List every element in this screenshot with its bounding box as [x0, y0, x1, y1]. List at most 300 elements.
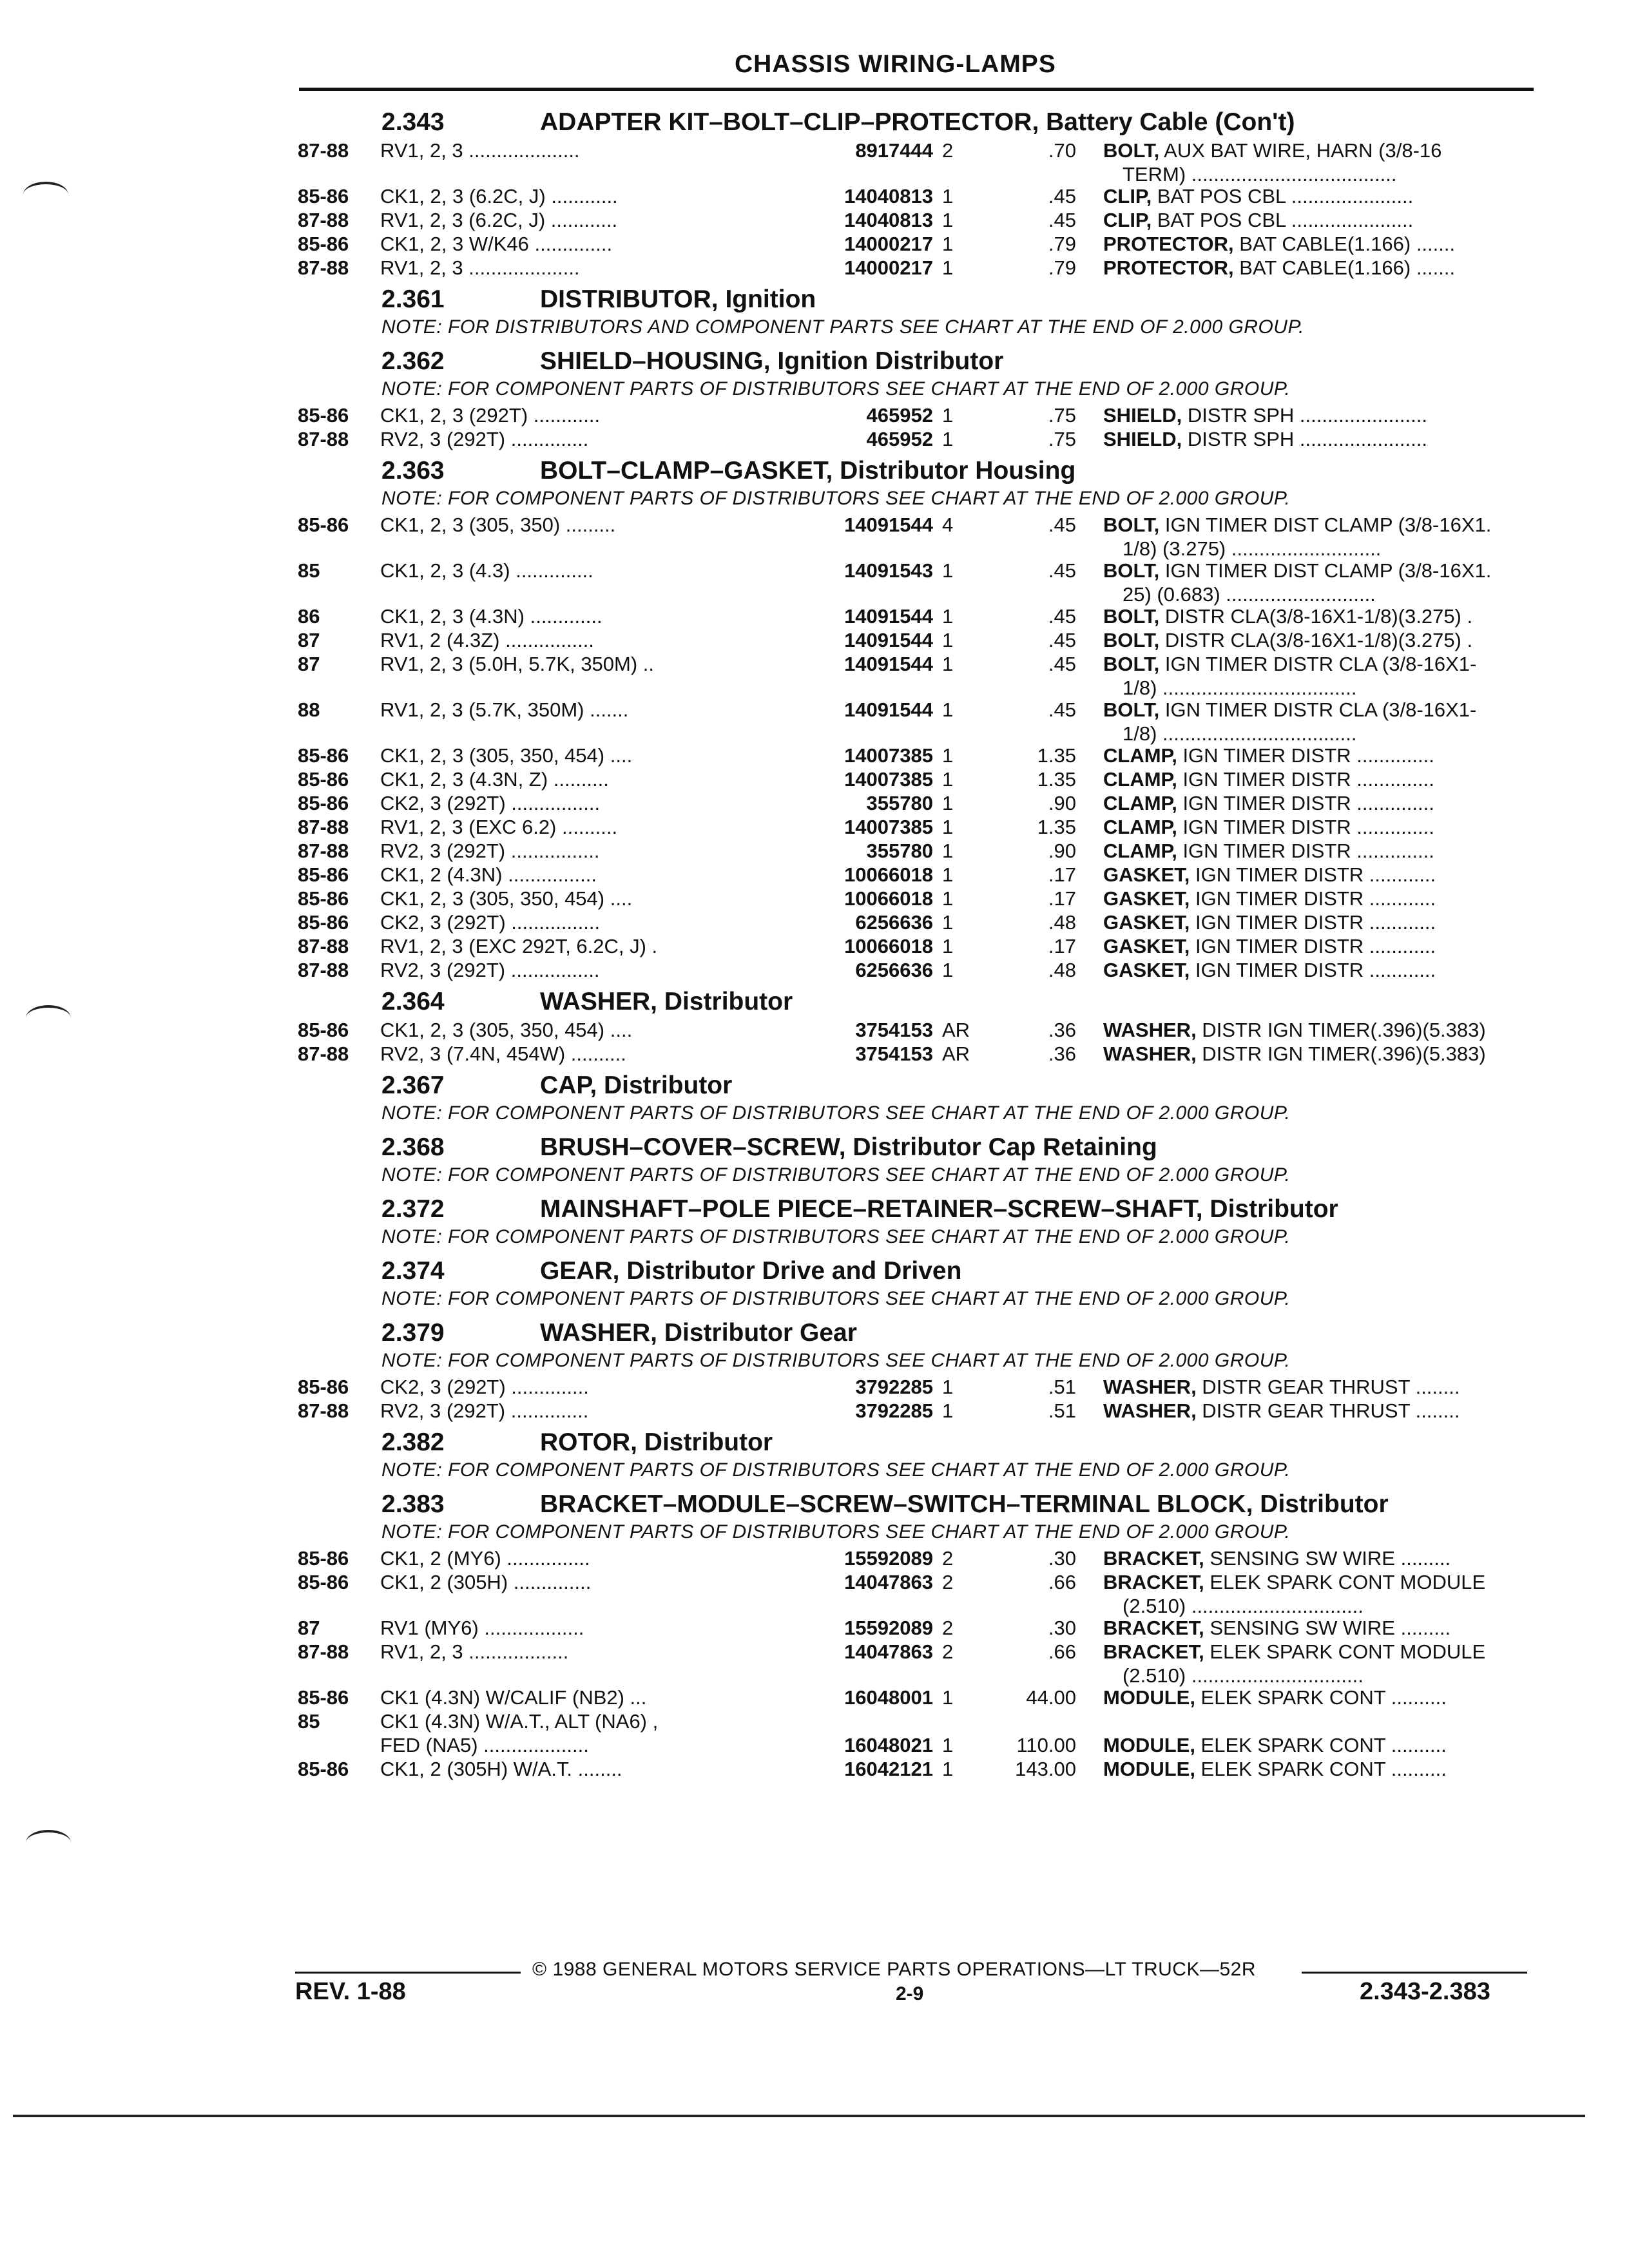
part-name: WASHER,: [1103, 1043, 1197, 1065]
part-description: [1103, 911, 1541, 934]
part-name: GASKET,: [1103, 959, 1190, 981]
price: .51: [1048, 1376, 1076, 1398]
section-note: NOTE: FOR COMPONENT PARTS OF DISTRIBUTORS SEE CHART AT THE END OF 2.000 GROUP.: [381, 378, 1291, 399]
part-number: 14000217: [844, 256, 933, 279]
application: CK1, 2, 3 (4.3) ..............: [380, 559, 593, 582]
application: CK2, 3 (292T) ..............: [380, 1376, 589, 1398]
part-name: BOLT,: [1103, 653, 1160, 675]
part-description: [1103, 605, 1541, 628]
binder-hole-mark: [26, 1005, 71, 1031]
part-row: [298, 1734, 1535, 1758]
application: CK1 (4.3N) W/CALIF (NB2) ...: [380, 1686, 647, 1709]
part-row: [298, 1043, 1535, 1066]
application: CK2, 3 (292T) ................: [380, 792, 601, 814]
part-number: 14007385: [844, 744, 933, 767]
part-name: BRACKET,: [1103, 1617, 1204, 1639]
model-years: 85-86: [298, 233, 349, 255]
part-row: [298, 629, 1535, 653]
part-description: [1103, 1376, 1541, 1399]
part-description: [1103, 139, 1541, 162]
part-description: [1103, 887, 1541, 910]
part-name: GASKET,: [1103, 887, 1190, 910]
part-description: [1103, 629, 1541, 652]
application: CK1, 2, 3 (305, 350, 454) ....: [380, 887, 633, 910]
part-row: [298, 887, 1535, 911]
section-note: NOTE: FOR COMPONENT PARTS OF DISTRIBUTORS SEE CHART AT THE END OF 2.000 GROUP.: [381, 1350, 1291, 1371]
part-name: CLIP,: [1103, 185, 1152, 207]
part-name: GASKET,: [1103, 863, 1190, 886]
application: RV2, 3 (292T) ..............: [380, 1399, 589, 1422]
section-title: DISTRIBUTOR, Ignition: [540, 285, 816, 313]
part-number: 3754153: [855, 1019, 933, 1041]
part-detail: DISTR CLA(3/8-16X1-1/8)(3.275) .: [1159, 605, 1473, 628]
part-detail: DISTR GEAR THRUST ........: [1196, 1376, 1460, 1398]
price: .79: [1048, 256, 1076, 279]
part-detail: BAT CABLE(1.166) .......: [1233, 256, 1456, 279]
model-years: 85-86: [298, 185, 349, 207]
quantity: 2: [942, 139, 954, 162]
page-header: CHASSIS WIRING-LAMPS: [735, 50, 1056, 78]
quantity: 1: [942, 1376, 954, 1398]
part-number: 15592089: [844, 1617, 933, 1639]
part-detail: BAT POS CBL ......................: [1152, 185, 1414, 207]
part-description: [1103, 1734, 1541, 1757]
description-continuation: [298, 677, 1535, 698]
part-detail: ELEK SPARK CONT ..........: [1195, 1758, 1447, 1780]
part-row: [298, 816, 1535, 840]
part-description: [1103, 209, 1541, 232]
section-note: NOTE: FOR COMPONENT PARTS OF DISTRIBUTORS SEE CHART AT THE END OF 2.000 GROUP.: [381, 1288, 1291, 1309]
price: .66: [1048, 1640, 1076, 1663]
model-years: 87: [298, 1617, 320, 1639]
part-detail: DISTR GEAR THRUST ........: [1196, 1399, 1460, 1422]
part-detail: ELEK SPARK CONT ..........: [1195, 1734, 1447, 1756]
part-row: [298, 840, 1535, 863]
model-years: 87-88: [298, 816, 349, 838]
model-years: 86: [298, 605, 320, 628]
part-name: CLAMP,: [1103, 840, 1177, 862]
part-number: 14091544: [844, 629, 933, 651]
page-number: 2-9: [896, 1983, 924, 2004]
part-row: [298, 1019, 1535, 1043]
section-title: WASHER, Distributor Gear: [540, 1319, 857, 1347]
price: .90: [1048, 840, 1076, 862]
model-years: 87-88: [298, 840, 349, 862]
part-number: 6256636: [855, 959, 933, 981]
model-years: 85-86: [298, 792, 349, 814]
part-detail: IGN TIMER DIST CLAMP (3/8-16X1.: [1159, 514, 1492, 536]
section-number: 2.372: [381, 1195, 445, 1223]
part-row: [298, 139, 1535, 163]
description-continuation: [298, 1595, 1535, 1617]
part-number: 14091544: [844, 605, 933, 628]
part-description: [1103, 256, 1541, 280]
model-years: 85-86: [298, 744, 349, 767]
part-name: MODULE,: [1103, 1758, 1195, 1780]
model-years: 85-86: [298, 887, 349, 910]
part-row: [298, 514, 1535, 537]
part-detail: SENSING SW WIRE .........: [1204, 1617, 1451, 1639]
part-name: BRACKET,: [1103, 1547, 1204, 1570]
part-name: CLAMP,: [1103, 768, 1177, 791]
price: .48: [1048, 911, 1076, 934]
section-note: NOTE: FOR COMPONENT PARTS OF DISTRIBUTORS SEE CHART AT THE END OF 2.000 GROUP.: [381, 1521, 1291, 1542]
part-detail: IGN TIMER DISTR ............: [1190, 959, 1436, 981]
part-detail: ELEK SPARK CONT MODULE: [1204, 1571, 1486, 1593]
part-detail: IGN TIMER DISTR ..............: [1177, 840, 1434, 862]
model-years: 85-86: [298, 768, 349, 791]
part-row: [298, 698, 1535, 722]
part-name: SHIELD,: [1103, 404, 1182, 427]
section-heading: [298, 1485, 1535, 1521]
part-number: 14007385: [844, 768, 933, 791]
price: .66: [1048, 1571, 1076, 1593]
price: 1.35: [1037, 816, 1076, 838]
application: CK1, 2, 3 (292T) ............: [380, 404, 601, 427]
application: RV1, 2, 3 ....................: [380, 256, 580, 279]
part-row: [298, 911, 1535, 935]
quantity: 1: [942, 1686, 954, 1709]
description-continuation: [298, 1664, 1535, 1686]
price: .75: [1048, 404, 1076, 427]
model-years: 85: [298, 1710, 320, 1733]
part-number: 16048021: [844, 1734, 933, 1756]
part-description: [1103, 404, 1541, 427]
section-note: NOTE: FOR COMPONENT PARTS OF DISTRIBUTORS SEE CHART AT THE END OF 2.000 GROUP.: [381, 1226, 1291, 1247]
part-number: 14091543: [844, 559, 933, 582]
part-detail: IGN TIMER DISTR ..............: [1177, 768, 1434, 791]
part-number: 8917444: [855, 139, 933, 162]
part-row: [298, 428, 1535, 452]
part-row: [298, 1686, 1535, 1710]
model-years: 87-88: [298, 1043, 349, 1065]
part-detail: ELEK SPARK CONT MODULE: [1204, 1640, 1486, 1663]
part-description: [1103, 428, 1541, 451]
part-name: CLAMP,: [1103, 792, 1177, 814]
model-years: 87: [298, 653, 320, 675]
part-name: PROTECTOR,: [1103, 233, 1234, 255]
continuation-text: 1/8) (3.275) ...........................: [1123, 537, 1382, 560]
quantity: 1: [942, 698, 954, 721]
price: .45: [1048, 209, 1076, 231]
part-number: 10066018: [844, 887, 933, 910]
part-row: [298, 1617, 1535, 1640]
part-row: [298, 653, 1535, 677]
application: CK2, 3 (292T) ................: [380, 911, 601, 934]
part-detail: IGN TIMER DISTR ............: [1190, 911, 1436, 934]
application: CK1, 2, 3 W/K46 ..............: [380, 233, 613, 255]
part-number: 10066018: [844, 935, 933, 957]
part-number: 14047863: [844, 1571, 933, 1593]
section-title: GEAR, Distributor Drive and Driven: [540, 1257, 962, 1285]
application: FED (NA5) ...................: [380, 1734, 589, 1756]
continuation-text: 1/8) ...................................: [1123, 677, 1357, 699]
continuation-text: (2.510) ...............................: [1123, 1595, 1364, 1617]
model-years: 87-88: [298, 209, 349, 231]
model-years: 85-86: [298, 911, 349, 934]
part-name: SHIELD,: [1103, 428, 1182, 450]
part-description: [1103, 1686, 1541, 1709]
revision-label: REV. 1-88: [295, 1978, 406, 2005]
price: .45: [1048, 514, 1076, 536]
part-detail: IGN TIMER DISTR ............: [1190, 863, 1436, 886]
price: .45: [1048, 185, 1076, 207]
section-number: 2.361: [381, 285, 445, 313]
part-name: BOLT,: [1103, 605, 1160, 628]
price: .70: [1048, 139, 1076, 162]
parts-listing: [298, 103, 1535, 1782]
part-description: [1103, 1640, 1541, 1664]
section-title: MAINSHAFT–POLE PIECE–RETAINER–SCREW–SHAFT, Distributor: [540, 1195, 1338, 1223]
section-title: ROTOR, Distributor: [540, 1428, 773, 1456]
application: RV1, 2 (4.3Z) ................: [380, 629, 594, 651]
section-title: WASHER, Distributor: [540, 988, 793, 1015]
part-detail: BAT CABLE(1.166) .......: [1233, 233, 1456, 255]
part-description: [1103, 559, 1541, 582]
part-row: [298, 1547, 1535, 1571]
section-heading: [298, 452, 1535, 488]
price: .36: [1048, 1019, 1076, 1041]
part-name: GASKET,: [1103, 911, 1190, 934]
continuation-text: 25) (0.683) ...........................: [1123, 583, 1376, 606]
part-name: BOLT,: [1103, 559, 1160, 582]
part-name: WASHER,: [1103, 1376, 1197, 1398]
section-number: 2.364: [381, 988, 445, 1015]
price: .48: [1048, 959, 1076, 981]
application: RV2, 3 (292T) ................: [380, 959, 600, 981]
part-description: [1103, 935, 1541, 958]
section-title: BRACKET–MODULE–SCREW–SWITCH–TERMINAL BLOCK, Distributor: [540, 1490, 1389, 1518]
part-name: BOLT,: [1103, 139, 1160, 162]
part-description: [1103, 792, 1541, 815]
part-number: 465952: [866, 428, 933, 450]
application: CK1, 2, 3 (4.3N, Z) ..........: [380, 768, 609, 791]
model-years: 85-86: [298, 863, 349, 886]
part-detail: ELEK SPARK CONT ..........: [1195, 1686, 1447, 1709]
quantity: 1: [942, 653, 954, 675]
part-number: 14040813: [844, 209, 933, 231]
part-number: 14040813: [844, 185, 933, 207]
part-number: 10066018: [844, 863, 933, 886]
part-detail: DISTR SPH .......................: [1182, 404, 1427, 427]
part-number: 465952: [866, 404, 933, 427]
part-number: 355780: [866, 792, 933, 814]
application: CK1, 2 (MY6) ...............: [380, 1547, 590, 1570]
part-row: [298, 1640, 1535, 1664]
part-name: MODULE,: [1103, 1734, 1195, 1756]
section-note: NOTE: FOR DISTRIBUTORS AND COMPONENT PARTS SEE CHART AT THE END OF 2.000 GROUP.: [381, 316, 1304, 338]
part-number: 14047863: [844, 1640, 933, 1663]
part-description: [1103, 1043, 1541, 1066]
quantity: 1: [942, 1758, 954, 1780]
page-edge-rule: [13, 2115, 1585, 2117]
part-row: [298, 1399, 1535, 1423]
continuation-text: TERM) .....................................: [1123, 163, 1397, 186]
part-row: [298, 935, 1535, 959]
model-years: 88: [298, 698, 320, 721]
part-description: [1103, 1399, 1541, 1423]
section-range: 2.343-2.383: [1360, 1978, 1490, 2005]
model-years: 85-86: [298, 1547, 349, 1570]
part-row: [298, 792, 1535, 816]
part-detail: DISTR IGN TIMER(.396)(5.383): [1196, 1043, 1486, 1065]
part-row: [298, 559, 1535, 583]
part-detail: DISTR CLA(3/8-16X1-1/8)(3.275) .: [1159, 629, 1473, 651]
section-note: NOTE: FOR COMPONENT PARTS OF DISTRIBUTORS SEE CHART AT THE END OF 2.000 GROUP.: [381, 1164, 1291, 1186]
quantity: 1: [942, 256, 954, 279]
quantity: 1: [942, 744, 954, 767]
part-description: [1103, 1617, 1541, 1640]
part-description: [1103, 1019, 1541, 1042]
application: CK1, 2 (305H) W/A.T. ........: [380, 1758, 622, 1780]
quantity: 1: [942, 185, 954, 207]
part-row: [298, 768, 1535, 792]
part-name: BOLT,: [1103, 629, 1160, 651]
part-description: [1103, 514, 1541, 537]
part-row: [298, 1376, 1535, 1399]
section-number: 2.383: [381, 1490, 445, 1518]
model-years: 85-86: [298, 1758, 349, 1780]
section-title: CAP, Distributor: [540, 1072, 733, 1099]
part-description: [1103, 653, 1541, 676]
section-heading: [298, 1066, 1535, 1102]
part-name: BRACKET,: [1103, 1640, 1204, 1663]
quantity: 1: [942, 404, 954, 427]
model-years: 87-88: [298, 959, 349, 981]
part-detail: DISTR IGN TIMER(.396)(5.383): [1196, 1019, 1486, 1041]
model-years: 87: [298, 629, 320, 651]
part-number: 14091544: [844, 698, 933, 721]
description-continuation: [298, 537, 1535, 559]
quantity: 1: [942, 840, 954, 862]
part-description: [1103, 863, 1541, 887]
section-heading: [298, 280, 1535, 316]
part-detail: BAT POS CBL ......................: [1152, 209, 1414, 231]
section-title: BOLT–CLAMP–GASKET, Distributor Housing: [540, 457, 1076, 485]
part-number: 14091544: [844, 514, 933, 536]
section-note: NOTE: FOR COMPONENT PARTS OF DISTRIBUTORS SEE CHART AT THE END OF 2.000 GROUP.: [381, 1459, 1291, 1481]
part-detail: IGN TIMER DISTR ............: [1190, 935, 1436, 957]
part-description: [1103, 1547, 1541, 1570]
continuation-text: 1/8) ...................................: [1123, 722, 1357, 745]
application: RV2, 3 (7.4N, 454W) ..........: [380, 1043, 626, 1065]
section-number: 2.379: [381, 1319, 445, 1347]
part-name: GASKET,: [1103, 935, 1190, 957]
part-name: BOLT,: [1103, 514, 1160, 536]
quantity: 1: [942, 629, 954, 651]
section-note: NOTE: FOR COMPONENT PARTS OF DISTRIBUTORS SEE CHART AT THE END OF 2.000 GROUP.: [381, 488, 1291, 509]
part-description: [1103, 768, 1541, 791]
quantity: AR: [942, 1043, 970, 1065]
part-detail: DISTR SPH .......................: [1182, 428, 1427, 450]
quantity: 4: [942, 514, 954, 536]
part-row: [298, 959, 1535, 983]
part-number: 3754153: [855, 1043, 933, 1065]
part-detail: IGN TIMER DISTR ............: [1190, 887, 1436, 910]
model-years: 87-88: [298, 256, 349, 279]
model-years: 87-88: [298, 428, 349, 450]
part-row: [298, 233, 1535, 256]
section-heading: [298, 1423, 1535, 1459]
section-heading: [298, 1314, 1535, 1350]
section-number: 2.367: [381, 1072, 445, 1099]
price: 110.00: [1016, 1734, 1076, 1756]
price: 143.00: [1015, 1758, 1076, 1780]
part-description: [1103, 233, 1541, 256]
price: .79: [1048, 233, 1076, 255]
quantity: 1: [942, 605, 954, 628]
part-row: [298, 1571, 1535, 1595]
quantity: 1: [942, 959, 954, 981]
model-years: 85-86: [298, 1686, 349, 1709]
part-description: [1103, 840, 1541, 863]
quantity: 2: [942, 1571, 954, 1593]
description-continuation: [298, 163, 1535, 185]
footer-copyright: © 1988 GENERAL MOTORS SERVICE PARTS OPERATIONS—LT TRUCK—52R: [532, 1959, 1257, 1980]
quantity: 1: [942, 768, 954, 791]
application: RV1, 2, 3 (5.0H, 5.7K, 350M) ..: [380, 653, 655, 675]
continuation-text: (2.510) ...............................: [1123, 1664, 1364, 1687]
part-detail: IGN TIMER DISTR CLA (3/8-16X1-: [1159, 698, 1477, 721]
model-years: 87-88: [298, 139, 349, 162]
header-rule: [299, 88, 1534, 91]
quantity: 2: [942, 1547, 954, 1570]
application: RV1, 2, 3 ....................: [380, 139, 580, 162]
model-years: 85-86: [298, 1571, 349, 1593]
part-number: 14091544: [844, 653, 933, 675]
price: .75: [1048, 428, 1076, 450]
quantity: AR: [942, 1019, 970, 1041]
price: .17: [1048, 935, 1076, 957]
application: CK1, 2, 3 (305, 350, 454) ....: [380, 744, 633, 767]
application: RV1, 2, 3 (EXC 292T, 6.2C, J) .: [380, 935, 658, 957]
application: CK1, 2, 3 (305, 350) .........: [380, 514, 616, 536]
application: RV1, 2, 3 (EXC 6.2) ..........: [380, 816, 618, 838]
application: CK1, 2, 3 (305, 350, 454) ....: [380, 1019, 633, 1041]
quantity: 1: [942, 1734, 954, 1756]
price: .45: [1048, 698, 1076, 721]
quantity: 1: [942, 935, 954, 957]
part-name: CLAMP,: [1103, 744, 1177, 767]
price: .30: [1048, 1617, 1076, 1639]
quantity: 2: [942, 1640, 954, 1663]
application: RV1 (MY6) ..................: [380, 1617, 584, 1639]
part-number: 14007385: [844, 816, 933, 838]
quantity: 1: [942, 887, 954, 910]
part-detail: SENSING SW WIRE .........: [1204, 1547, 1451, 1570]
part-name: WASHER,: [1103, 1019, 1197, 1041]
price: .45: [1048, 559, 1076, 582]
part-number: 3792285: [855, 1399, 933, 1422]
part-row: [298, 185, 1535, 209]
application: CK1, 2, 3 (6.2C, J) ............: [380, 185, 618, 207]
part-name: BRACKET,: [1103, 1571, 1204, 1593]
model-years: 85: [298, 559, 320, 582]
part-row: [298, 209, 1535, 233]
part-name: BOLT,: [1103, 698, 1160, 721]
part-number: 355780: [866, 840, 933, 862]
part-name: PROTECTOR,: [1103, 256, 1234, 279]
price: 1.35: [1037, 768, 1076, 791]
quantity: 1: [942, 863, 954, 886]
part-description: [1103, 744, 1541, 767]
model-years: 87-88: [298, 1399, 349, 1422]
part-row: [298, 744, 1535, 768]
part-description: [1103, 816, 1541, 839]
part-detail: IGN TIMER DISTR ..............: [1177, 792, 1434, 814]
section-title: SHIELD–HOUSING, Ignition Distributor: [540, 347, 1004, 375]
price: .45: [1048, 605, 1076, 628]
